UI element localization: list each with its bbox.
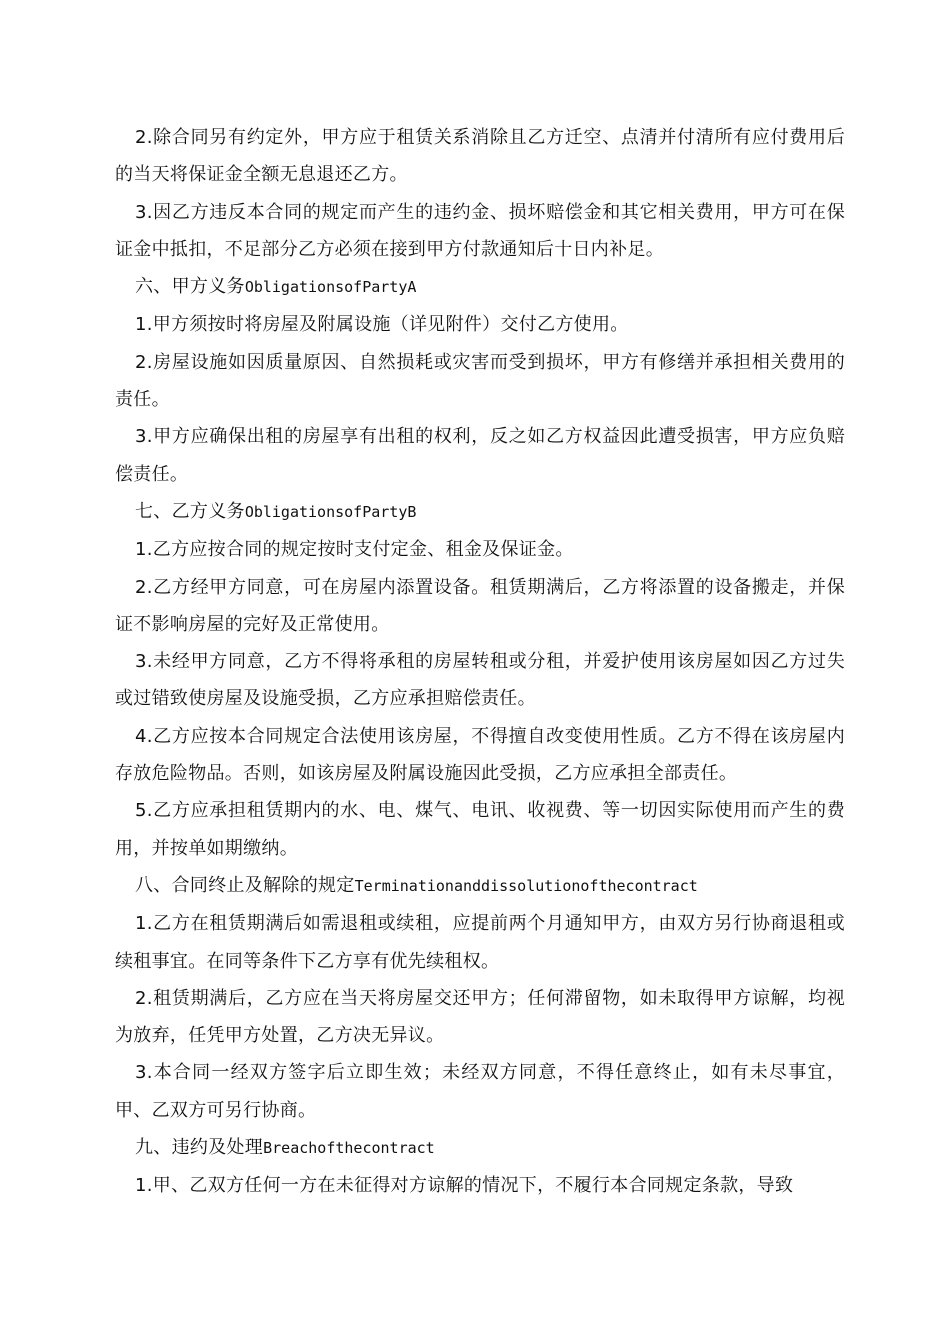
section-heading <box>115 1129 845 1167</box>
paragraph: 2.乙方经甲方同意，可在房屋内添置设备。租赁期满后，乙方将添置的设备搬走，并保证不影响房屋的完好及正常使用。 <box>115 576 845 635</box>
section-heading <box>115 493 845 531</box>
section-heading-en: Terminationanddissolutionofthecontract <box>354 876 698 895</box>
paragraph: 1.乙方应按合同的规定按时支付定金、租金及保证金。 <box>135 539 574 561</box>
document-body <box>115 119 845 1205</box>
section-heading-en: ObligationsofPartyA <box>244 278 417 297</box>
section-heading <box>115 268 845 306</box>
section-heading-zh: 六、甲方义务 <box>135 276 245 298</box>
paragraph: 2.租赁期满后，乙方应在当天将房屋交还甲方；任何滞留物，如未取得甲方谅解，均视为放弃，任凭甲方处置，乙方决无异议。 <box>115 987 845 1047</box>
section-heading-en: ObligationsofPartyB <box>244 502 417 521</box>
paragraph: 4.乙方应按本合同规定合法使用该房屋，不得擅自改变使用性质。乙方不得在该房屋内存放危险物品。否则，如该房屋及附属设施因此受损，乙方应承担全部责任。 <box>115 725 845 785</box>
paragraph: 3.未经甲方同意，乙方不得将承租的房屋转租或分租，并爱护使用该房屋如因乙方过失或过错致使房屋及设施受损，乙方应承担赔偿责任。 <box>115 651 845 710</box>
paragraph: 3.甲方应确保出租的房屋享有出租的权利，反之如乙方权益因此遭受损害，甲方应负赔偿责任。 <box>115 426 845 485</box>
section-heading-zh: 九、违约及处理 <box>135 1137 264 1159</box>
paragraph: 5.乙方应承担租赁期内的水、电、煤气、电讯、收视费、等一切因实际使用而产生的费用，并按单如期缴纳。 <box>115 800 845 859</box>
paragraph: 1.甲、乙双方任何一方在未征得对方谅解的情况下，不履行本合同规定条款，导致 <box>135 1175 794 1197</box>
section-heading-zh: 七、乙方义务 <box>135 500 245 522</box>
paragraph: 1.乙方在租赁期满后如需退租或续租，应提前两个月通知甲方，由双方另行协商退租或续租事宜。在同等条件下乙方享有优先续租权。 <box>115 913 845 972</box>
paragraph: 3.因乙方违反本合同的规定而产生的违约金、损坏赔偿金和其它相关费用，甲方可在保证金中抵扣，不足部分乙方必须在接到甲方付款通知后十日内补足。 <box>115 201 845 260</box>
section-heading-en: Breachofthecontract <box>263 1139 435 1158</box>
paragraph: 2.除合同另有约定外，甲方应于租赁关系消除且乙方迁空、点清并付清所有应付费用后的当天将保证金全额无息退还乙方。 <box>115 127 845 186</box>
paragraph: 1.甲方须按时将房屋及附属设施（详见附件）交付乙方使用。 <box>135 314 629 336</box>
paragraph: 3.本合同一经双方签字后立即生效；未经双方同意，不得任意终止，如有未尽事宜，甲、乙双方可另行协商。 <box>115 1062 845 1121</box>
paragraph: 2.房屋设施如因质量原因、自然损耗或灾害而受到损坏，甲方有修缮并承担相关费用的责任。 <box>115 351 845 411</box>
section-heading-zh: 八、合同终止及解除的规定 <box>135 874 355 896</box>
section-heading <box>115 867 845 905</box>
